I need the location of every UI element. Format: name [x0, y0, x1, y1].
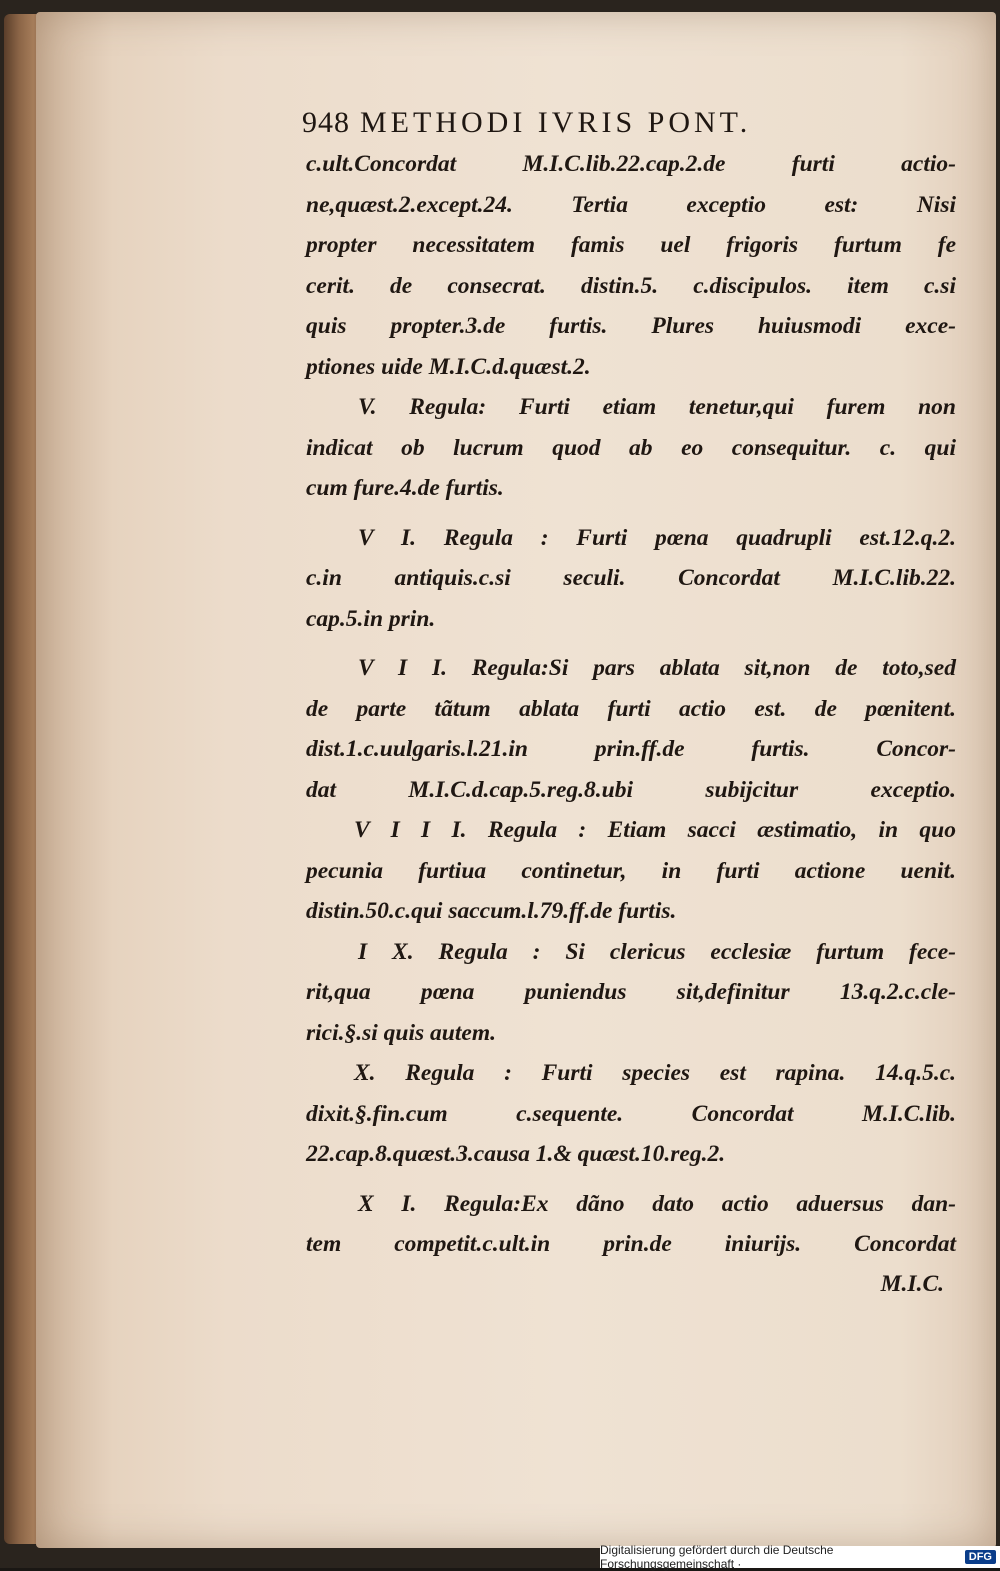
digitization-credit: Digitalisierung gefördert durch die Deutsche Forschungsgemeinschaft · — [600, 1543, 834, 1571]
digitization-credit-bar — [600, 1543, 1000, 1571]
text-line: V I I I. Regula : Etiam sacci æstimatio, in quo — [354, 817, 956, 843]
text-line: rit,qua pœna puniendus sit,definitur 13.q.2.c.cle- — [306, 979, 956, 1005]
text-line: V I I. Regula:Si pars ablata sit,non de toto,sed — [358, 655, 956, 681]
text-line: propter necessitatem famis uel frigoris furtum fe — [306, 232, 956, 258]
text-line: dixit.§.fin.cum c.sequente. Concordat M.I.C.lib. — [306, 1100, 956, 1127]
text-line: dat M.I.C.d.cap.5.reg.8.ubi subijcitur exceptio. — [306, 776, 956, 803]
text-line: X I. Regula:Ex dãno dato actio aduersus dan- — [358, 1190, 956, 1217]
text-line: indicat ob lucrum quod ab eo consequitur. c. qui — [306, 434, 956, 461]
running-head — [302, 102, 956, 144]
text-line: distin.50.c.qui saccum.l.79.ff.de furtis. — [306, 898, 677, 924]
text-line: pecunia furtiua continetur, in furti actione uenit. — [306, 857, 956, 884]
text-line: I X. Regula : Si clericus ecclesiæ furtum fece- — [358, 938, 956, 965]
text-line: V. Regula: Furti etiam tenetur,qui furem non — [358, 394, 956, 420]
text-line: cerit. de consecrat. distin.5. c.discipulos. item c.si — [306, 272, 956, 299]
page-text — [302, 102, 956, 1298]
text-line: dist.1.c.uulgaris.l.21.in prin.ff.de furtis. Concor- — [306, 736, 956, 762]
text-line: rici.§.si quis autem. — [306, 1019, 496, 1046]
running-head-title: METHODI IVRIS PONT. — [360, 106, 752, 139]
body-text — [306, 144, 956, 1265]
text-line: cap.5.in prin. — [306, 605, 436, 632]
text-line: tem competit.c.ult.in prin.de iniurijs. Concordat — [306, 1231, 956, 1257]
text-line: c.ult.Concordat M.I.C.lib.22.cap.2.de furti actio- — [306, 151, 956, 177]
text-line: cum fure.4.de furtis. — [306, 475, 504, 501]
text-line: V I. Regula : Furti pœna quadrupli est.12.q.2. — [358, 524, 956, 551]
text-line: c.in antiquis.c.si seculi. Concordat M.I.C.lib.22. — [306, 565, 956, 591]
dfg-logo: DFG — [965, 1550, 996, 1564]
text-line: ne,quæst.2.except.24. Tertia exceptio est: Nisi — [306, 191, 956, 218]
text-line: 22.cap.8.quæst.3.causa 1.& quæst.10.reg.2. — [306, 1141, 726, 1167]
page-number: 948 — [302, 106, 350, 139]
text-line: X. Regula : Furti species est rapina. 14.q.5.c. — [354, 1060, 956, 1086]
text-line: quis propter.3.de furtis. Plures huiusmodi exce- — [306, 313, 956, 339]
text-line: ptiones uide M.I.C.d.quæst.2. — [306, 353, 591, 380]
catchword: M.I.C. — [880, 1270, 944, 1297]
text-line: de parte tãtum ablata furti actio est. de pœnitent. — [306, 695, 956, 722]
